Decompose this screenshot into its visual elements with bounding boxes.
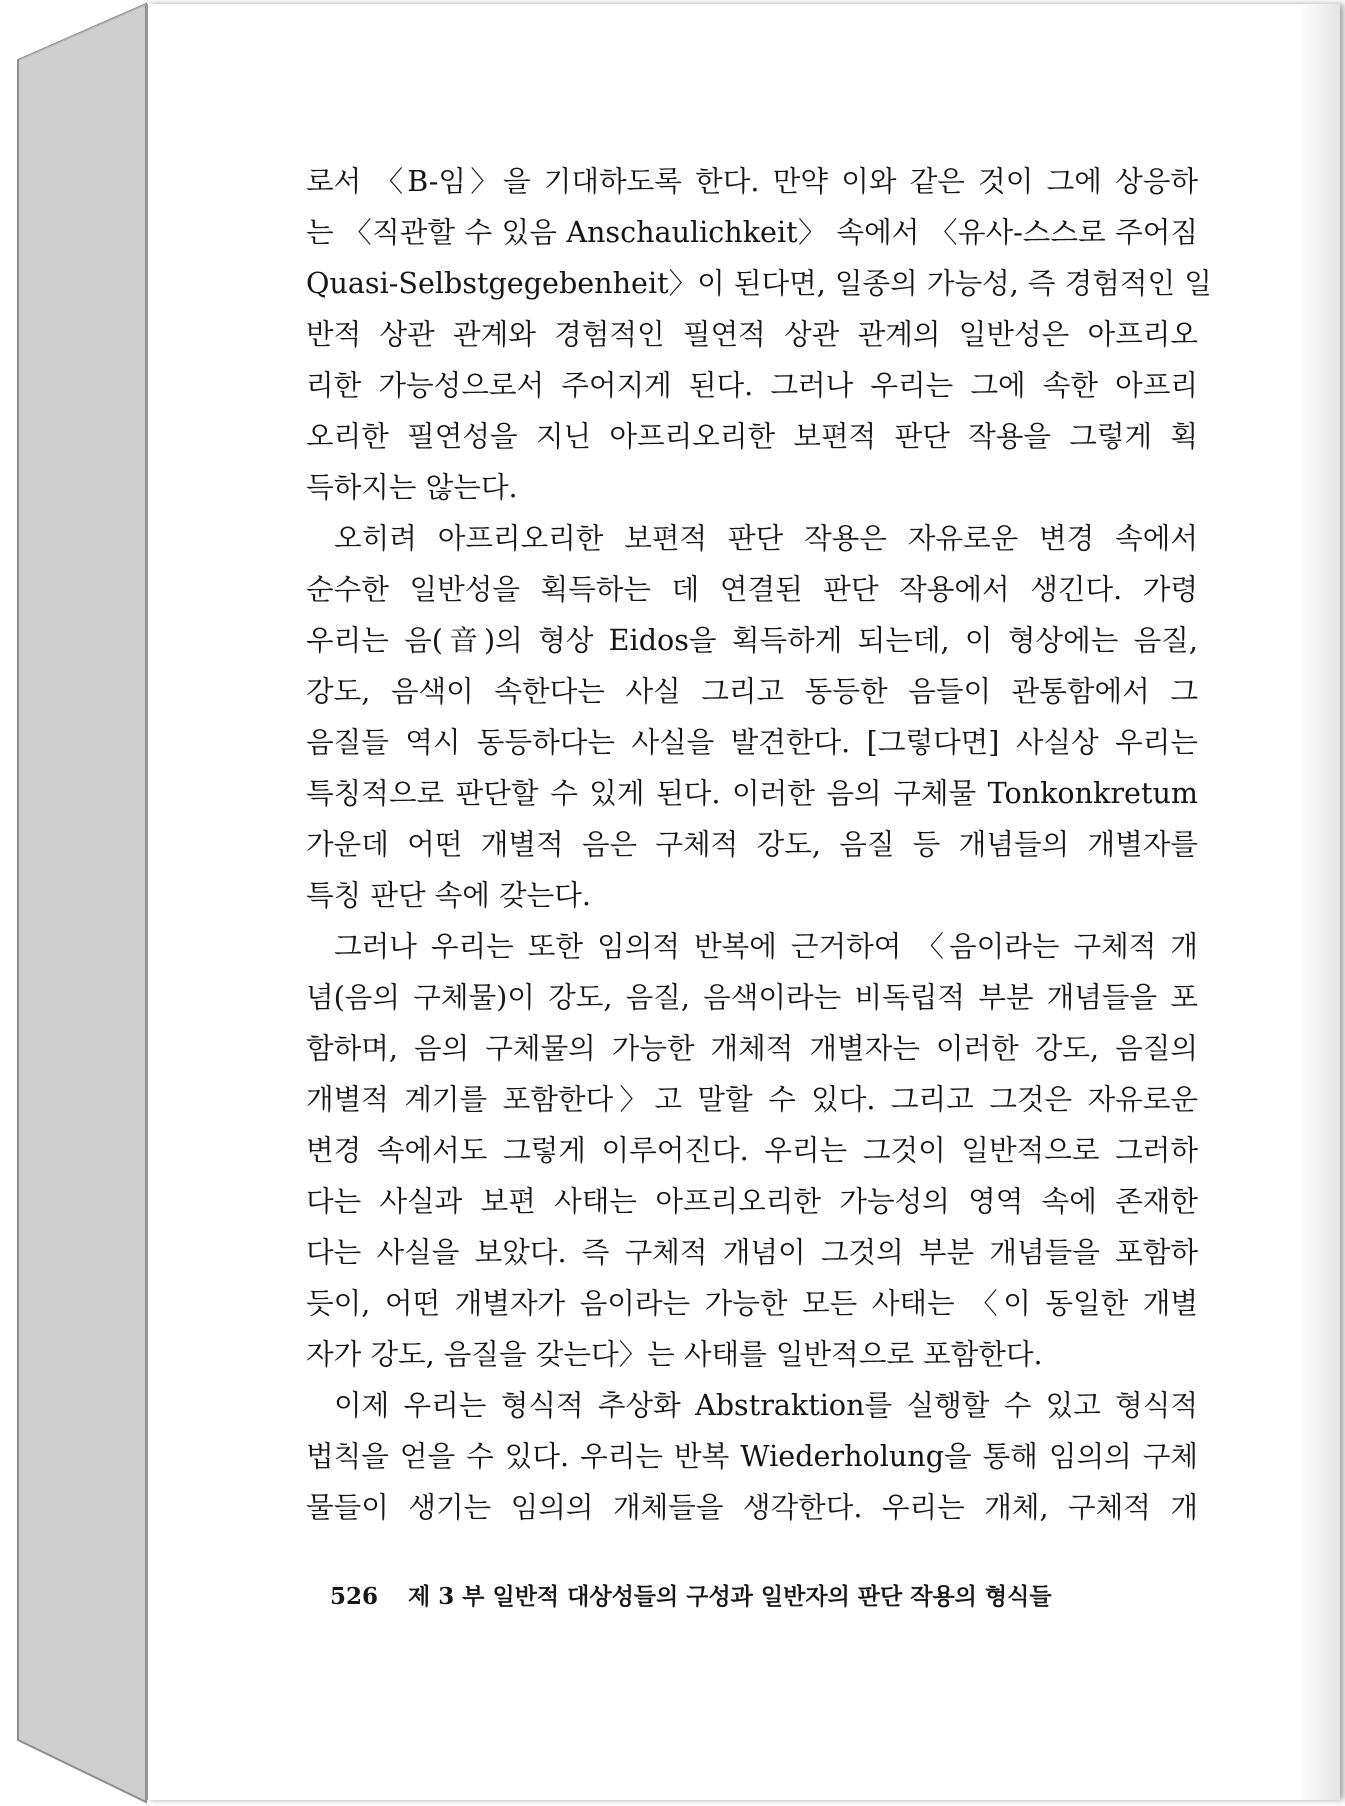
text-line: 법칙을 얻을 수 있다. 우리는 반복 Wiederholung을 통해 임의의 구체 (306, 1439, 1198, 1473)
text-line: 리한 가능성으로서 주어지게 된다. 그러나 우리는 그에 속한 아프리 (306, 368, 1198, 402)
text-line: 는 〈직관할 수 있음 Anschaulichkeit〉 속에서 〈유사-스스로 주어짐 (306, 215, 1198, 249)
page-footer (330, 1578, 1052, 1611)
page-number: 526 (330, 1583, 379, 1610)
text-line: 이제 우리는 형식적 추상화 Abstraktion를 실행할 수 있고 형식적 (334, 1388, 1198, 1422)
body-text (306, 156, 1212, 1533)
text-line: 함하며, 음의 구체물의 가능한 개체적 개별자는 이러한 강도, 음질의 (306, 1031, 1198, 1065)
paragraph-3 (306, 921, 1198, 1380)
text-line: 가운데 어떤 개별적 음은 구체적 강도, 음질 등 개념들의 개별자를 (306, 827, 1198, 861)
text-line: 음질들 역시 동등하다는 사실을 발견한다. [그렇다면] 사실상 우리는 (306, 725, 1198, 759)
text-line: 다는 사실과 보편 사태는 아프리오리한 가능성의 영역 속에 존재한 (306, 1184, 1198, 1218)
text-line: 다는 사실을 보았다. 즉 구체적 개념이 그것의 부분 개념들을 포함하 (306, 1235, 1198, 1269)
text-line: Quasi-Selbstgegebenheit〉이 된다면, 일종의 가능성, 즉 경험적인 일 (306, 266, 1212, 300)
text-line: 그러나 우리는 또한 임의적 반복에 근거하여 〈음이라는 구체적 개 (334, 929, 1198, 963)
text-line: 념(음의 구체물)이 강도, 음질, 음색이라는 비독립적 부분 개념들을 포 (306, 980, 1198, 1014)
text-line: 득하지는 않는다. (306, 470, 518, 504)
text-line: 오리한 필연성을 지닌 아프리오리한 보편적 판단 작용을 그렇게 획 (306, 419, 1198, 453)
text-line: 강도, 음색이 속한다는 사실 그리고 동등한 음들이 관통함에서 그 (306, 674, 1198, 708)
text-line: 순수한 일반성을 획득하는 데 연결된 판단 작용에서 생긴다. 가령 (306, 572, 1198, 606)
text-line: 특칭 판단 속에 갖는다. (306, 878, 591, 912)
paragraph-2 (306, 513, 1198, 921)
text-line: 듯이, 어떤 개별자가 음이라는 가능한 모든 사태는 〈이 동일한 개별 (306, 1286, 1198, 1320)
text-line: 우리는 음(音)의 형상 Eidos을 획득하게 되는데, 이 형상에는 음질, (306, 623, 1198, 657)
text-line: 로서 〈B-임〉을 기대하도록 한다. 만약 이와 같은 것이 그에 상응하 (306, 164, 1198, 198)
text-line: 개별적 계기를 포함한다〉고 말할 수 있다. 그리고 그것은 자유로운 (306, 1082, 1198, 1116)
running-head: 제 3 부 일반적 대상성들의 구성과 일반자의 판단 작용의 형식들 (408, 1583, 1052, 1610)
text-line: 특칭적으로 판단할 수 있게 된다. 이러한 음의 구체물 Tonkonkretum (306, 776, 1198, 810)
page-edge-shade (1300, 4, 1340, 1800)
text-line: 반적 상관 관계와 경험적인 필연적 상관 관계의 일반성은 아프리오 (306, 317, 1198, 351)
book-page (146, 4, 1340, 1800)
text-line: 자가 강도, 음질을 갖는다〉는 사태를 일반적으로 포함한다. (306, 1337, 1043, 1371)
book-spine-side (0, 0, 160, 1806)
paragraph-4 (306, 1380, 1198, 1533)
paragraph-1 (306, 156, 1212, 513)
text-line: 물들이 생기는 임의의 개체들을 생각한다. 우리는 개체, 구체적 개 (306, 1490, 1198, 1524)
text-line: 변경 속에서도 그렇게 이루어진다. 우리는 그것이 일반적으로 그러하 (306, 1133, 1198, 1167)
text-line: 오히려 아프리오리한 보편적 판단 작용은 자유로운 변경 속에서 (334, 521, 1198, 555)
